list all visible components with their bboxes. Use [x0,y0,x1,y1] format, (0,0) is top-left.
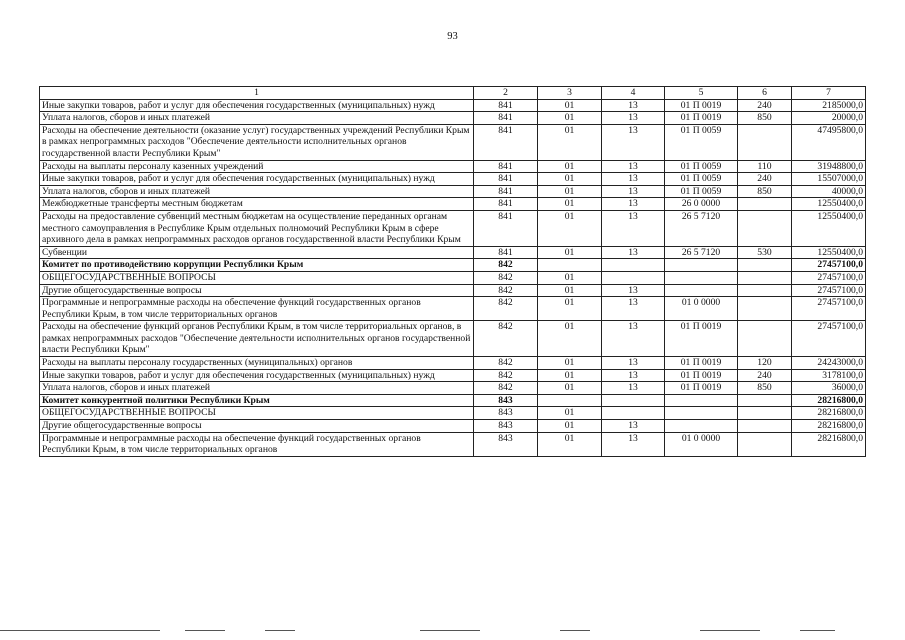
row-name: Уплата налогов, сборов и иных платежей [40,185,474,198]
row-expense-type [738,210,792,246]
row-expense-type [738,432,792,456]
row-section: 01 [538,297,602,321]
row-expense-type [738,198,792,211]
row-subsection [602,259,665,272]
row-code: 841 [474,198,538,211]
row-name: Субвенции [40,246,474,259]
table-row [40,369,866,382]
row-article: 01 П 0019 [665,369,738,382]
row-amount: 12550400,0 [792,198,866,211]
table-row [40,284,866,297]
row-section [538,394,602,407]
row-subsection: 13 [602,420,665,433]
row-amount: 36000,0 [792,382,866,395]
row-section: 01 [538,432,602,456]
row-expense-type: 850 [738,112,792,125]
row-article: 01 0 0000 [665,432,738,456]
table-row [40,297,866,321]
row-code: 843 [474,420,538,433]
row-expense-type [738,259,792,272]
row-name: Программные и непрограммные расходы на обеспечение функций государственных органов Республики Крым, в том числе территориальных органов [40,297,474,321]
row-article: 26 5 7120 [665,246,738,259]
row-expense-type: 530 [738,246,792,259]
row-name: Иные закупки товаров, работ и услуг для обеспечения государственных (муниципальных) нужд [40,369,474,382]
row-article: 01 П 0059 [665,160,738,173]
row-article: 01 П 0059 [665,124,738,160]
table-row [40,321,866,357]
row-name: Иные закупки товаров, работ и услуг для обеспечения государственных (муниципальных) нужд [40,99,474,112]
row-section: 01 [538,369,602,382]
row-name: Другие общегосударственные вопросы [40,420,474,433]
row-article [665,420,738,433]
row-subsection: 13 [602,357,665,370]
row-code: 843 [474,394,538,407]
row-article: 26 5 7120 [665,210,738,246]
row-expense-type: 240 [738,369,792,382]
header-cell-2: 2 [474,87,538,100]
row-amount: 47495800,0 [792,124,866,160]
table-row [40,382,866,395]
table-row [40,160,866,173]
table-row [40,210,866,246]
row-code: 841 [474,246,538,259]
row-subsection: 13 [602,432,665,456]
row-code: 843 [474,432,538,456]
row-article [665,394,738,407]
row-subsection: 13 [602,198,665,211]
row-section: 01 [538,321,602,357]
row-code: 842 [474,284,538,297]
row-subsection: 13 [602,382,665,395]
row-amount: 2185000,0 [792,99,866,112]
table-row [40,99,866,112]
row-amount: 15507000,0 [792,173,866,186]
table-row [40,173,866,186]
row-name: Расходы на предоставление субвенций местным бюджетам на осуществление переданных органам местного самоуправления в Республике Крым отдельных полномочий Республики Крым в сфере архивного дела в рамках непрограммных расходов органов государственной власти Республики Крым [40,210,474,246]
row-name: Межбюджетные трансферты местным бюджетам [40,198,474,211]
row-article [665,259,738,272]
row-subsection: 13 [602,124,665,160]
row-amount: 28216800,0 [792,432,866,456]
row-section: 01 [538,185,602,198]
row-article: 26 0 0000 [665,198,738,211]
row-subsection: 13 [602,185,665,198]
row-subsection [602,407,665,420]
row-subsection: 13 [602,112,665,125]
table-row [40,246,866,259]
row-section: 01 [538,124,602,160]
row-article: 01 П 0019 [665,99,738,112]
table-row [40,407,866,420]
row-amount: 40000,0 [792,185,866,198]
header-cell-7: 7 [792,87,866,100]
row-section: 01 [538,284,602,297]
row-article: 01 П 0019 [665,382,738,395]
row-article: 01 П 0059 [665,173,738,186]
row-code: 842 [474,297,538,321]
row-expense-type [738,394,792,407]
row-code: 841 [474,210,538,246]
row-article: 01 П 0059 [665,185,738,198]
row-name: Комитет по противодействию коррупции Республики Крым [40,259,474,272]
row-name: Расходы на обеспечение деятельности (оказание услуг) государственных учреждений Республики Крым в рамках непрограммных расходов "Обеспечение деятельности исполнительных органов государственной власти Республики Крым" [40,124,474,160]
row-article: 01 П 0019 [665,357,738,370]
table-row [40,112,866,125]
row-name: Другие общегосударственные вопросы [40,284,474,297]
row-subsection: 13 [602,99,665,112]
table-row [40,124,866,160]
row-subsection: 13 [602,284,665,297]
row-code: 841 [474,173,538,186]
row-expense-type [738,284,792,297]
row-subsection: 13 [602,160,665,173]
row-expense-type: 110 [738,160,792,173]
header-row [40,87,866,100]
row-name: Уплата налогов, сборов и иных платежей [40,112,474,125]
row-section: 01 [538,198,602,211]
row-section: 01 [538,420,602,433]
row-name: ОБЩЕГОСУДАРСТВЕННЫЕ ВОПРОСЫ [40,271,474,284]
row-expense-type: 120 [738,357,792,370]
row-article: 01 П 0019 [665,321,738,357]
scan-bottom-rule [0,630,905,631]
row-amount: 20000,0 [792,112,866,125]
row-amount: 28216800,0 [792,407,866,420]
header-cell-4: 4 [602,87,665,100]
row-article: 01 П 0019 [665,112,738,125]
row-article [665,284,738,297]
row-amount: 12550400,0 [792,246,866,259]
row-expense-type [738,420,792,433]
row-code: 842 [474,259,538,272]
table-row [40,198,866,211]
row-section: 01 [538,99,602,112]
table-row [40,259,866,272]
row-section: 01 [538,173,602,186]
row-code: 841 [474,99,538,112]
row-code: 841 [474,112,538,125]
header-cell-5: 5 [665,87,738,100]
row-article [665,271,738,284]
row-subsection: 13 [602,297,665,321]
row-section: 01 [538,160,602,173]
row-article [665,407,738,420]
row-expense-type: 240 [738,173,792,186]
row-amount: 28216800,0 [792,420,866,433]
row-name: Программные и непрограммные расходы на обеспечение функций государственных органов Республики Крым, в том числе территориальных органов [40,432,474,456]
table-row [40,420,866,433]
row-expense-type: 240 [738,99,792,112]
header-cell-1: 1 [40,87,474,100]
table-row [40,357,866,370]
page-number: 93 [447,31,458,42]
row-subsection [602,271,665,284]
budget-table [39,86,866,457]
row-code: 842 [474,357,538,370]
row-code: 841 [474,124,538,160]
row-code: 841 [474,185,538,198]
row-subsection [602,394,665,407]
row-section: 01 [538,357,602,370]
row-article: 01 0 0000 [665,297,738,321]
table-row [40,432,866,456]
row-amount: 31948800,0 [792,160,866,173]
row-subsection: 13 [602,246,665,259]
row-code: 843 [474,407,538,420]
table-row [40,271,866,284]
row-name: Комитет конкурентной политики Республики Крым [40,394,474,407]
row-expense-type [738,297,792,321]
row-section: 01 [538,246,602,259]
row-expense-type: 850 [738,382,792,395]
row-amount: 27457100,0 [792,271,866,284]
row-name: Иные закупки товаров, работ и услуг для обеспечения государственных (муниципальных) нужд [40,173,474,186]
row-code: 842 [474,271,538,284]
row-section: 01 [538,407,602,420]
row-section: 01 [538,210,602,246]
header-cell-6: 6 [738,87,792,100]
row-name: Уплата налогов, сборов и иных платежей [40,382,474,395]
row-section: 01 [538,112,602,125]
header-cell-3: 3 [538,87,602,100]
row-expense-type [738,321,792,357]
row-amount: 27457100,0 [792,259,866,272]
row-amount: 28216800,0 [792,394,866,407]
row-expense-type [738,124,792,160]
row-code: 841 [474,160,538,173]
row-name: ОБЩЕГОСУДАРСТВЕННЫЕ ВОПРОСЫ [40,407,474,420]
table-row [40,394,866,407]
row-code: 842 [474,382,538,395]
row-section [538,259,602,272]
row-code: 842 [474,321,538,357]
row-section: 01 [538,382,602,395]
row-subsection: 13 [602,321,665,357]
row-expense-type: 850 [738,185,792,198]
row-subsection: 13 [602,210,665,246]
row-name: Расходы на выплаты персоналу государственных (муниципальных) органов [40,357,474,370]
row-name: Расходы на обеспечение функций органов Республики Крым, в том числе территориальных органов, в рамках непрограммных расходов "Обеспечение деятельности исполнительных органов государственной власти Республики Крым" [40,321,474,357]
row-code: 842 [474,369,538,382]
row-amount: 3178100,0 [792,369,866,382]
row-subsection: 13 [602,369,665,382]
row-amount: 27457100,0 [792,297,866,321]
row-amount: 24243000,0 [792,357,866,370]
table-row [40,185,866,198]
row-amount: 27457100,0 [792,284,866,297]
row-amount: 27457100,0 [792,321,866,357]
row-amount: 12550400,0 [792,210,866,246]
row-expense-type [738,271,792,284]
row-name: Расходы на выплаты персоналу казенных учреждений [40,160,474,173]
row-section: 01 [538,271,602,284]
row-subsection: 13 [602,173,665,186]
row-expense-type [738,407,792,420]
